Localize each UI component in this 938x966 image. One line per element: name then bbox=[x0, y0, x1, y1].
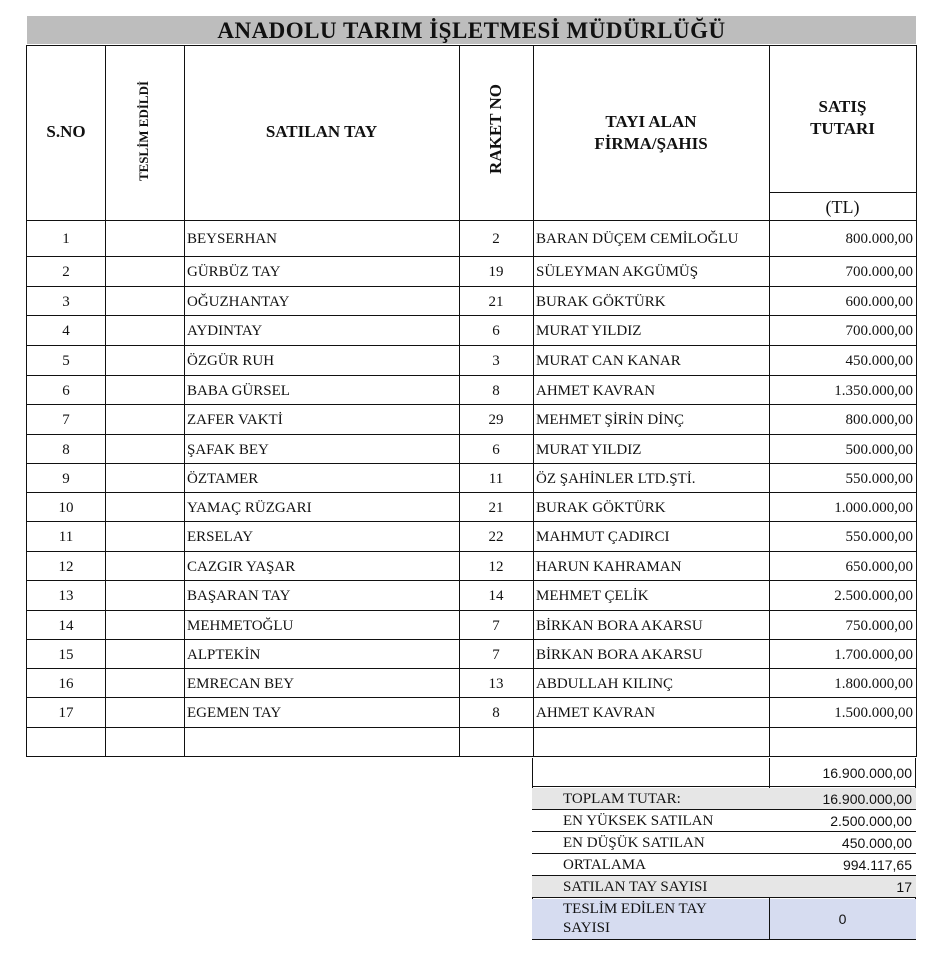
summary-box bbox=[532, 758, 916, 940]
grid-line-horizontal bbox=[26, 256, 917, 257]
cell-sno: 5 bbox=[62, 353, 70, 369]
summary-row-teslim bbox=[532, 899, 916, 939]
summary-label: ORTALAMA bbox=[563, 857, 646, 873]
cell-raket-no: 14 bbox=[488, 588, 504, 604]
summary-label: SATILAN TAY SAYISI bbox=[563, 879, 708, 895]
cell-firma: MURAT YILDIZ bbox=[536, 323, 642, 339]
cell-satilan-tay: ALPTEKİN bbox=[187, 647, 261, 663]
header-firma-line2: FİRMA/ŞAHIS bbox=[594, 134, 708, 153]
cell-satis-tutari: 1.350.000,00 bbox=[834, 383, 913, 399]
cell-sno: 9 bbox=[62, 471, 70, 487]
grid-line-horizontal bbox=[26, 727, 917, 728]
grid-line-horizontal bbox=[26, 756, 917, 757]
grid-line-vertical bbox=[184, 45, 185, 756]
summary-border bbox=[769, 899, 770, 940]
cell-sno: 1 bbox=[62, 231, 70, 247]
page-title: ANADOLU TARIM İŞLETMESİ MÜDÜRLÜĞÜ bbox=[27, 16, 916, 44]
cell-firma: BARAN DÜÇEM CEMİLOĞLU bbox=[536, 231, 739, 247]
sum-total-value: 16.900.000,00 bbox=[822, 765, 912, 781]
summary-label: EN YÜKSEK SATILAN bbox=[563, 813, 714, 829]
grid-line-horizontal bbox=[26, 45, 917, 46]
cell-satilan-tay: AYDINTAY bbox=[187, 323, 263, 339]
grid-line-vertical bbox=[105, 45, 106, 756]
summary-label: EN DÜŞÜK SATILAN bbox=[563, 835, 705, 851]
cell-raket-no: 7 bbox=[492, 647, 500, 663]
header-sno: S.NO bbox=[46, 122, 86, 141]
grid-line-horizontal bbox=[26, 580, 917, 581]
cell-sno: 3 bbox=[62, 294, 70, 310]
header-satis-line1: SATIŞ bbox=[818, 97, 867, 116]
cell-sno: 11 bbox=[58, 529, 74, 545]
cell-firma: ABDULLAH KILINÇ bbox=[536, 676, 674, 692]
cell-satis-tutari: 700.000,00 bbox=[845, 323, 913, 339]
header-satilan-tay: SATILAN TAY bbox=[265, 122, 378, 141]
cell-sno: 2 bbox=[62, 264, 70, 280]
summary-value: 2.500.000,00 bbox=[830, 813, 912, 829]
cell-satilan-tay: ÖZTAMER bbox=[187, 471, 259, 487]
grid-line-horizontal bbox=[26, 434, 917, 435]
cell-raket-no: 3 bbox=[492, 353, 500, 369]
grid-line-vertical bbox=[916, 45, 917, 756]
summary-value: 16.900.000,00 bbox=[822, 791, 912, 807]
cell-raket-no: 21 bbox=[488, 500, 504, 516]
cell-firma: BİRKAN BORA AKARSU bbox=[536, 647, 703, 663]
grid-line-horizontal bbox=[26, 463, 917, 464]
header-raket-no: RAKET NO bbox=[486, 84, 505, 174]
cell-firma: BİRKAN BORA AKARSU bbox=[536, 618, 703, 634]
grid-line-horizontal bbox=[26, 286, 917, 287]
grid-line-horizontal bbox=[26, 668, 917, 669]
cell-satilan-tay: BEYSERHAN bbox=[187, 231, 278, 247]
cell-firma: AHMET KAVRAN bbox=[536, 705, 656, 721]
grid-line-horizontal bbox=[26, 492, 917, 493]
cell-satilan-tay: GÜRBÜZ TAY bbox=[187, 264, 281, 280]
cell-satilan-tay: ŞAFAK BEY bbox=[187, 442, 269, 458]
grid-line-horizontal bbox=[769, 192, 916, 193]
cell-satis-tutari: 800.000,00 bbox=[845, 231, 913, 247]
cell-raket-no: 22 bbox=[488, 529, 504, 545]
cell-sno: 12 bbox=[58, 559, 74, 575]
cell-sno: 8 bbox=[62, 442, 70, 458]
cell-satilan-tay: EMRECAN BEY bbox=[187, 676, 295, 692]
cell-satilan-tay: YAMAÇ RÜZGARI bbox=[187, 500, 312, 516]
cell-satis-tutari: 450.000,00 bbox=[845, 353, 913, 369]
cell-satis-tutari: 800.000,00 bbox=[845, 412, 913, 428]
summary-value: 17 bbox=[896, 879, 912, 895]
cell-firma: MEHMET ÇELİK bbox=[536, 588, 649, 604]
cell-sno: 14 bbox=[58, 618, 74, 634]
header-teslim: TESLİM EDİLDİ bbox=[136, 80, 151, 182]
cell-sno: 16 bbox=[58, 676, 74, 692]
cell-satis-tutari: 550.000,00 bbox=[845, 471, 913, 487]
cell-raket-no: 6 bbox=[492, 323, 500, 339]
summary-row bbox=[532, 832, 916, 853]
cell-raket-no: 2 bbox=[492, 231, 500, 247]
cell-satilan-tay: ERSELAY bbox=[187, 529, 254, 545]
cell-raket-no: 13 bbox=[488, 676, 504, 692]
header-satis-line2: TUTARI bbox=[810, 119, 875, 138]
cell-satilan-tay: BABA GÜRSEL bbox=[187, 383, 290, 399]
cell-firma: HARUN KAHRAMAN bbox=[536, 559, 682, 575]
cell-sno: 7 bbox=[62, 412, 70, 428]
cell-firma: AHMET KAVRAN bbox=[536, 383, 656, 399]
cell-raket-no: 11 bbox=[488, 471, 504, 487]
cell-satis-tutari: 1.000.000,00 bbox=[834, 500, 913, 516]
grid-line-horizontal bbox=[26, 521, 917, 522]
summary-border bbox=[532, 939, 916, 940]
cell-satis-tutari: 1.800.000,00 bbox=[834, 676, 913, 692]
cell-raket-no: 8 bbox=[492, 705, 500, 721]
header-firma-line1: TAYI ALAN bbox=[605, 112, 697, 131]
summary-row bbox=[532, 788, 916, 809]
teslim-value: 0 bbox=[838, 911, 847, 927]
cell-firma: SÜLEYMAN AKGÜMÜŞ bbox=[536, 264, 699, 280]
cell-satis-tutari: 600.000,00 bbox=[845, 294, 913, 310]
summary-row bbox=[532, 810, 916, 831]
summary-row bbox=[532, 876, 916, 897]
summary-value: 994.117,65 bbox=[842, 857, 912, 873]
cell-firma: MURAT CAN KANAR bbox=[536, 353, 681, 369]
grid-line-horizontal bbox=[26, 404, 917, 405]
grid-line-horizontal bbox=[26, 610, 917, 611]
cell-satis-tutari: 1.500.000,00 bbox=[834, 705, 913, 721]
cell-satis-tutari: 1.700.000,00 bbox=[834, 647, 913, 663]
cell-satis-tutari: 550.000,00 bbox=[845, 529, 913, 545]
grid-line-horizontal bbox=[26, 375, 917, 376]
cell-raket-no: 12 bbox=[488, 559, 504, 575]
cell-satis-tutari: 650.000,00 bbox=[845, 559, 913, 575]
cell-satilan-tay: OĞUZHANTAY bbox=[187, 294, 290, 310]
grid-line-vertical bbox=[533, 45, 534, 756]
grid-line-horizontal bbox=[26, 345, 917, 346]
cell-raket-no: 19 bbox=[488, 264, 504, 280]
cell-satis-tutari: 500.000,00 bbox=[845, 442, 913, 458]
cell-raket-no: 8 bbox=[492, 383, 500, 399]
cell-firma: MAHMUT ÇADIRCI bbox=[536, 529, 670, 545]
cell-firma: MURAT YILDIZ bbox=[536, 442, 642, 458]
teslim-label-line1: TESLİM EDİLEN TAY bbox=[563, 901, 707, 917]
cell-raket-no: 6 bbox=[492, 442, 500, 458]
cell-raket-no: 21 bbox=[488, 294, 504, 310]
cell-satilan-tay: BAŞARAN TAY bbox=[187, 588, 291, 604]
grid-line-horizontal bbox=[26, 315, 917, 316]
cell-sno: 13 bbox=[58, 588, 74, 604]
cell-sno: 4 bbox=[62, 323, 70, 339]
grid-line-horizontal bbox=[26, 639, 917, 640]
cell-satis-tutari: 750.000,00 bbox=[845, 618, 913, 634]
grid-line-horizontal bbox=[26, 220, 917, 221]
cell-raket-no: 29 bbox=[488, 412, 504, 428]
cell-satilan-tay: ÖZGÜR RUH bbox=[187, 353, 275, 369]
cell-firma: BURAK GÖKTÜRK bbox=[536, 500, 666, 516]
cell-firma: MEHMET ŞİRİN DİNÇ bbox=[536, 412, 685, 428]
summary-label: TOPLAM TUTAR: bbox=[563, 791, 681, 807]
teslim-label-line2: SAYISI bbox=[563, 920, 610, 936]
cell-firma: ÖZ ŞAHİNLER LTD.ŞTİ. bbox=[536, 471, 696, 487]
cell-satilan-tay: EGEMEN TAY bbox=[187, 705, 282, 721]
cell-sno: 17 bbox=[58, 705, 74, 721]
cell-satilan-tay: CAZGIR YAŞAR bbox=[187, 559, 296, 575]
cell-satilan-tay: ZAFER VAKTİ bbox=[187, 412, 283, 428]
grid-line-horizontal bbox=[26, 551, 917, 552]
grid-line-horizontal bbox=[26, 697, 917, 698]
summary-border bbox=[532, 897, 916, 898]
cell-raket-no: 7 bbox=[492, 618, 500, 634]
cell-firma: BURAK GÖKTÜRK bbox=[536, 294, 666, 310]
summary-value: 450.000,00 bbox=[841, 835, 912, 851]
summary-row bbox=[532, 854, 916, 875]
cell-satis-tutari: 2.500.000,00 bbox=[834, 588, 913, 604]
cell-sno: 10 bbox=[58, 500, 74, 516]
cell-sno: 15 bbox=[58, 647, 74, 663]
cell-sno: 6 bbox=[62, 383, 70, 399]
header-unit: (TL) bbox=[825, 197, 860, 217]
summary-border bbox=[532, 786, 916, 787]
cell-satis-tutari: 700.000,00 bbox=[845, 264, 913, 280]
cell-satilan-tay: MEHMETOĞLU bbox=[187, 618, 294, 634]
